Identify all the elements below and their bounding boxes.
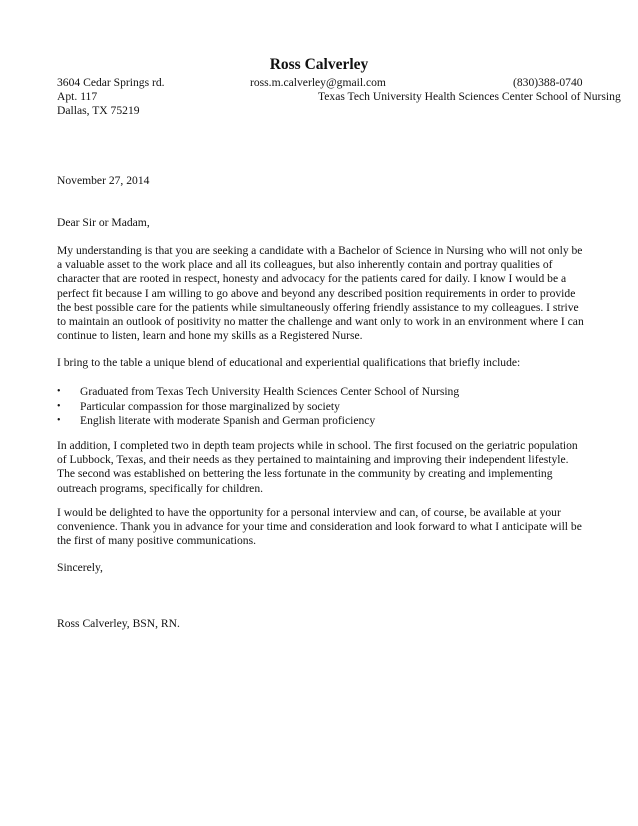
letter-date: November 27, 2014 — [57, 174, 150, 187]
paragraph-1-text: My understanding is that you are seeking a candidate with a Bachelor of Science in Nursing who will not only be a valuable asset to the work place and all its colleagues, but also inherently contain and portray qualities of character that are rooted in respect, honesty and advocacy for the patients cared for daily. I know I would be a perfect fit because I am willing to go above and beyond any described position requirements in order to provide the best possible care for the patients while simultaneously offering friendly assistance to my colleagues. I strive to maintain an outlook of positivity no matter the challenge and want only to work in an environment where I can continue to listen, learn and hone my skills as a Registered Nurse. — [57, 244, 584, 343]
qualification-list — [57, 385, 587, 429]
address-line-1: 3604 Cedar Springs rd. — [57, 76, 165, 89]
list-item — [57, 400, 587, 415]
address-line-2: Apt. 117 — [57, 90, 98, 103]
signature: Ross Calverley, BSN, RN. — [57, 617, 180, 630]
school-name: Texas Tech University Health Sciences Center School of Nursing — [318, 90, 621, 103]
email-address: ross.m.calverley@gmail.com — [250, 76, 386, 89]
paragraph-intro — [57, 244, 585, 343]
list-item-text: English literate with moderate Spanish and German proficiency — [80, 414, 376, 428]
list-item-text: Graduated from Texas Tech University Health Sciences Center School of Nursing — [80, 385, 460, 398]
bullet-icon: • — [57, 386, 61, 397]
list-item — [57, 385, 587, 400]
phone-number: (830)388-0740 — [513, 76, 583, 89]
closing: Sincerely, — [57, 561, 103, 574]
bullet-icon: • — [57, 415, 61, 427]
address-line-3: Dallas, TX 75219 — [57, 104, 140, 117]
bullet-icon: • — [57, 400, 61, 412]
paragraph-3-text: I would be delighted to have the opportunity for a personal interview and can, of course, be available at your convenience. Thank you in advance for your time and consideration and look forward to what I anticipate will be the first of many positive communications. — [57, 506, 582, 548]
list-intro: I bring to the table a unique blend of educational and experiential qualifications that briefly include: — [57, 356, 521, 369]
list-item-text: Particular compassion for those marginalized by society — [80, 399, 340, 413]
paragraph-projects — [57, 439, 585, 496]
salutation: Dear Sir or Madam, — [57, 216, 150, 229]
sender-name: Ross Calverley — [269, 56, 369, 73]
list-item — [57, 414, 587, 429]
paragraph-closing — [57, 506, 585, 549]
paragraph-2-text: In addition, I completed two in depth team projects while in school. The first focused on the geriatric population of Lubbock, Texas, and their needs as they pertained to maintaining and improving their independent lifestyle. The second was established on bettering the less fortunate in the community by creating and implementing outreach programs, specifically for children. — [57, 439, 578, 495]
